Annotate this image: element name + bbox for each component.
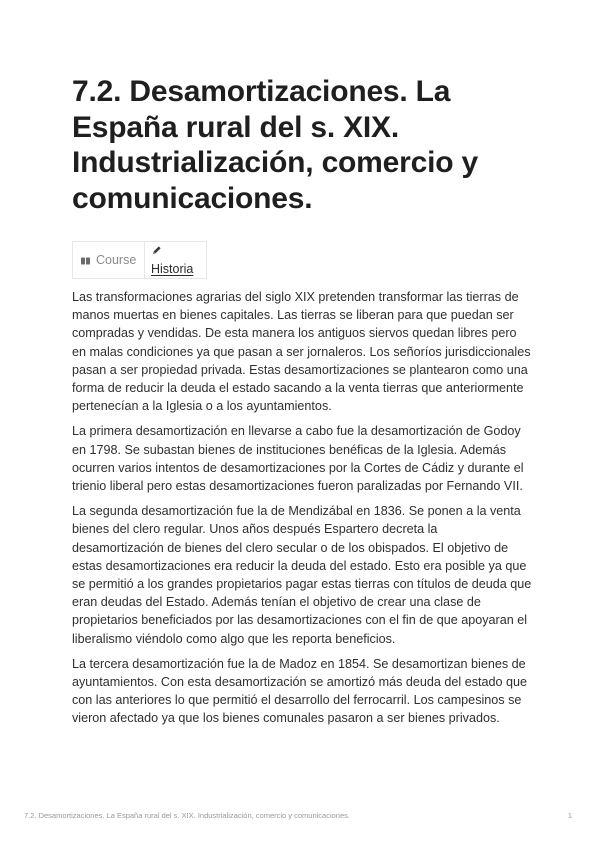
paragraph: La segunda desamortización fue la de Mendizábal en 1836. Se ponen a la venta bienes del clero regular. Unos años después Espartero decreta la desamortización de bienes del clero secular o de los obispados. El objetivo de estas desamortizaciones era reducir la deuda del estado. Esto era posible ya que se permitió a los grandes propietarios pagar estas tierras con títulos de deuda que eran deudas del Estado. Además tenían el objetivo de crear una clase de propietarios beneficiados por las desamortizaciones con el fin de que apoyaran el liberalismo viéndolo como algo que les reporta beneficios.: [72, 504, 532, 646]
book-icon: [81, 257, 90, 265]
property-name-label: Course: [96, 253, 137, 267]
body-text: [72, 288, 532, 735]
paragraph: La primera desamortización en llevarse a cabo fue la desamortización de Godoy en 1798. Se subastan bienes de instituciones benéficas de la Iglesia. Además ocurren varios intentos de desamortizaciones por la Cortes de Cádiz y durante el trienio liberal pero estas desamortizaciones fueron paralizadas por Fernando VII.: [72, 424, 524, 494]
paragraph: Las transformaciones agrarias del siglo XIX pretenden transformar las tierras de manos muertas en bienes capitales. Las tierras se liberan para que puedan ser compradas y vendidas. De esta manera los antiguos siervos quedan libres pero en malas condiciones ya que pasan a ser jornaleros. Los señoríos jurisdiccionales pasan a ser propiedad privada. Estas desamortizaciones se plantearon como una forma de reducir la deuda el estado sacando a la venta tierras que anteriormente pertenecían a la Iglesia o a los ayuntamientos.: [72, 290, 531, 414]
property-value-cell: [145, 242, 206, 278]
course-link[interactable]: Historia: [151, 262, 194, 276]
page-number: 1: [567, 811, 572, 820]
course-property-table: [72, 241, 207, 279]
page-title: 7.2. Desamortizaciones. La España rural del s. XIX. Industrialización, comercio y comunicaciones.: [72, 75, 478, 215]
paragraph: La tercera desamortización fue la de Madoz en 1854. Se desamortizan bienes de ayuntamientos. Con esta desamortización se amortizó más deuda del estado que con las anteriores lo que permitió el desarrollo del ferrocarril. Los campesinos se vieron afectado ya que los bienes comunales pasaron a ser bienes privados.: [72, 656, 528, 726]
pencil-icon: [151, 245, 162, 256]
property-name-cell: [73, 242, 145, 278]
footer-title: 7.2. Desamortizaciones. La España rural del s. XIX. Industrialización, comercio y comunicaciones.: [24, 811, 350, 820]
